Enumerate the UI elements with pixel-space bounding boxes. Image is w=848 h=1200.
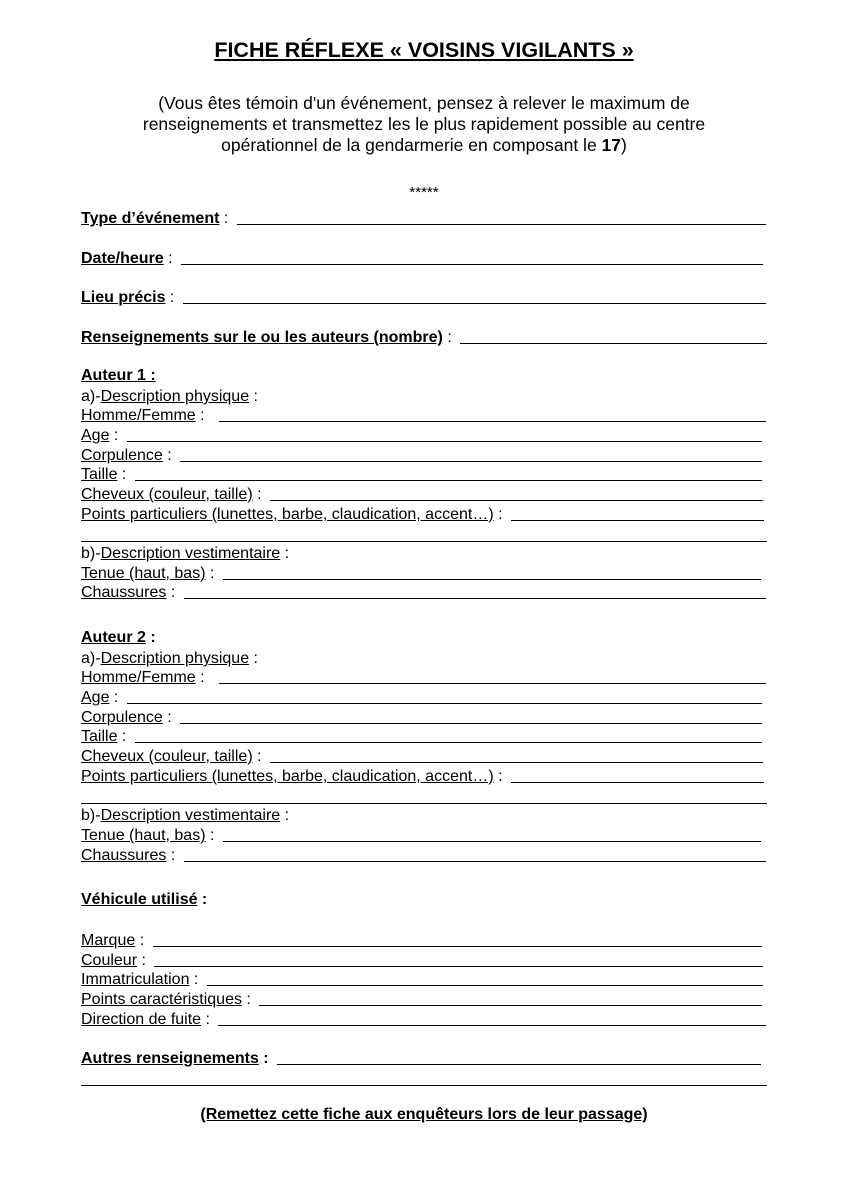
auteur-2-chaussures[interactable] bbox=[81, 845, 766, 865]
field-type-evenement[interactable] bbox=[81, 208, 766, 228]
blank-line[interactable] bbox=[277, 1064, 761, 1065]
colon: : bbox=[280, 545, 294, 562]
blank-line[interactable] bbox=[270, 500, 763, 501]
vehicule-couleur[interactable] bbox=[81, 950, 763, 970]
blank-line[interactable] bbox=[270, 762, 763, 763]
auteur-1-corpulence[interactable] bbox=[81, 445, 762, 465]
field-label: Chaussures bbox=[81, 584, 167, 601]
auteur-2-physique-title bbox=[81, 648, 766, 668]
colon: : bbox=[241, 991, 256, 1008]
auteur-2-vestimentaire-title bbox=[81, 805, 766, 825]
auteur-2-age[interactable] bbox=[81, 687, 762, 707]
blank-line[interactable] bbox=[511, 520, 764, 521]
field-label: Renseignements sur le ou les auteurs (nombre) bbox=[81, 329, 443, 346]
field-label: Tenue (haut, bas) bbox=[81, 827, 206, 844]
auteur-1-extra-line[interactable] bbox=[81, 541, 767, 542]
blank-line[interactable] bbox=[219, 421, 766, 422]
field-label: Couleur bbox=[81, 952, 138, 969]
stars-divider: ***** bbox=[409, 184, 439, 201]
field-label: Points particuliers (lunettes, barbe, claudication, accent…) bbox=[81, 506, 494, 523]
emergency-number: 17 bbox=[601, 135, 622, 155]
section-prefix: b)- bbox=[81, 807, 101, 824]
auteur-2-cheveux[interactable] bbox=[81, 746, 763, 766]
auteur-1-chaussures[interactable] bbox=[81, 582, 766, 602]
colon: : bbox=[493, 506, 507, 523]
intro-text: (Vous êtes témoin d'un événement, pensez à relever le maximum de renseignements et transmettez les le plus rapidement possible au centre opérationnel de la gendarmerie en composant le bbox=[142, 93, 706, 155]
field-autres-renseignements[interactable] bbox=[81, 1048, 761, 1068]
auteur-1-homme-femme[interactable] bbox=[81, 405, 766, 425]
field-label: Age bbox=[81, 427, 110, 444]
auteur-2-homme-femme[interactable] bbox=[81, 667, 766, 687]
field-label: Cheveux (couleur, taille) bbox=[81, 486, 253, 503]
section-label: Description vestimentaire bbox=[100, 545, 281, 562]
field-label: Homme/Femme bbox=[81, 669, 196, 686]
field-label: Homme/Femme bbox=[81, 407, 196, 424]
field-lieu-precis[interactable] bbox=[81, 287, 766, 307]
field-label: Lieu précis bbox=[81, 289, 166, 306]
blank-line[interactable] bbox=[259, 1005, 762, 1006]
field-label: Corpulence bbox=[81, 709, 163, 726]
footer-note: (Remettez cette fiche aux enquêteurs lors de leur passage) bbox=[200, 1106, 648, 1123]
blank-line[interactable] bbox=[127, 441, 762, 442]
colon: : bbox=[252, 748, 266, 765]
colon: : bbox=[166, 847, 180, 864]
auteur-2-corpulence[interactable] bbox=[81, 707, 762, 727]
section-prefix: a)- bbox=[81, 388, 101, 405]
colon: : bbox=[252, 486, 266, 503]
vehicule-heading bbox=[81, 891, 207, 909]
auteur-2-points-particuliers[interactable] bbox=[81, 766, 764, 786]
field-label: Direction de fuite bbox=[81, 1011, 202, 1028]
blank-line[interactable] bbox=[223, 841, 761, 842]
colon: : bbox=[117, 466, 131, 483]
colon: : bbox=[205, 565, 219, 582]
blank-line[interactable] bbox=[184, 861, 766, 862]
heading-text: Véhicule utilisé bbox=[81, 891, 198, 908]
blank-line[interactable] bbox=[223, 579, 761, 580]
colon: : bbox=[442, 329, 457, 346]
colon: : bbox=[109, 689, 123, 706]
field-label: Marque bbox=[81, 932, 136, 949]
colon: : bbox=[195, 669, 210, 686]
field-label: Age bbox=[81, 689, 110, 706]
section-prefix: b)- bbox=[81, 545, 101, 562]
heading-colon: : bbox=[197, 891, 208, 908]
colon: : bbox=[166, 584, 180, 601]
blank-line[interactable] bbox=[181, 264, 763, 265]
colon: : bbox=[195, 407, 210, 424]
auteur-1-vestimentaire-title bbox=[81, 543, 766, 563]
field-label: Cheveux (couleur, taille) bbox=[81, 748, 253, 765]
field-date-heure[interactable] bbox=[81, 248, 763, 268]
blank-line[interactable] bbox=[511, 782, 764, 783]
blank-line[interactable] bbox=[184, 598, 766, 599]
auteur-1-tenue[interactable] bbox=[81, 563, 761, 583]
auteur-1-age[interactable] bbox=[81, 425, 762, 445]
heading-text: Auteur 2 bbox=[81, 629, 146, 646]
field-label: Taille bbox=[81, 728, 118, 745]
colon: : bbox=[109, 427, 123, 444]
colon: : bbox=[137, 952, 151, 969]
blank-line[interactable] bbox=[154, 966, 763, 967]
colon: : bbox=[493, 768, 507, 785]
field-label: Type d’événement bbox=[81, 210, 220, 227]
colon: : bbox=[162, 709, 177, 726]
colon: : bbox=[249, 650, 263, 667]
auteur-2-extra-line[interactable] bbox=[81, 803, 767, 804]
colon: : bbox=[162, 447, 177, 464]
colon: : bbox=[201, 1011, 215, 1028]
blank-line[interactable] bbox=[219, 683, 766, 684]
heading-colon: : bbox=[150, 367, 156, 384]
colon: : bbox=[280, 807, 294, 824]
field-label: Corpulence bbox=[81, 447, 163, 464]
field-label: Taille bbox=[81, 466, 118, 483]
colon: : bbox=[249, 388, 263, 405]
vehicule-points-caracteristiques[interactable] bbox=[81, 989, 762, 1009]
section-label: Description physique bbox=[100, 650, 250, 667]
colon: : bbox=[117, 728, 131, 745]
vehicule-immatriculation[interactable] bbox=[81, 969, 763, 989]
vehicule-direction-fuite[interactable] bbox=[81, 1009, 766, 1029]
auteur-1-heading bbox=[81, 367, 156, 385]
intro-paragraph bbox=[100, 93, 748, 156]
form-title: FICHE RÉFLEXE « VOISINS VIGILANTS » bbox=[214, 38, 634, 62]
field-renseignements-auteurs[interactable] bbox=[81, 327, 767, 347]
colon: : bbox=[205, 827, 219, 844]
field-label: Tenue (haut, bas) bbox=[81, 565, 206, 582]
colon: : bbox=[219, 210, 233, 227]
field-label: Points caractéristiques bbox=[81, 991, 242, 1008]
field-label: Immatriculation bbox=[81, 971, 190, 988]
auteur-1-taille[interactable] bbox=[81, 464, 762, 484]
blank-line[interactable] bbox=[180, 723, 762, 724]
section-label: Description physique bbox=[100, 388, 250, 405]
heading-text: Auteur 1 bbox=[81, 367, 151, 384]
blank-line[interactable] bbox=[237, 224, 766, 225]
colon: : bbox=[135, 932, 149, 949]
section-prefix: a)- bbox=[81, 650, 101, 667]
field-label: Autres renseignements bbox=[81, 1050, 259, 1067]
blank-line[interactable] bbox=[135, 742, 762, 743]
blank-line[interactable] bbox=[460, 343, 767, 344]
colon: : bbox=[165, 289, 179, 306]
autres-extra-line[interactable] bbox=[81, 1085, 767, 1086]
field-label: Chaussures bbox=[81, 847, 167, 864]
colon: : bbox=[163, 250, 178, 267]
colon: : bbox=[189, 971, 203, 988]
auteur-1-cheveux[interactable] bbox=[81, 484, 763, 504]
heading-colon: : bbox=[145, 629, 156, 646]
auteur-1-points-particuliers[interactable] bbox=[81, 504, 764, 524]
auteur-2-taille[interactable] bbox=[81, 726, 762, 746]
vehicule-marque[interactable] bbox=[81, 930, 762, 950]
blank-line[interactable] bbox=[135, 480, 762, 481]
blank-line[interactable] bbox=[180, 461, 762, 462]
field-label: Date/heure bbox=[81, 250, 164, 267]
auteur-1-physique-title bbox=[81, 386, 766, 406]
section-label: Description vestimentaire bbox=[100, 807, 281, 824]
blank-line[interactable] bbox=[183, 303, 766, 304]
blank-line[interactable] bbox=[127, 703, 762, 704]
blank-line[interactable] bbox=[153, 946, 762, 947]
blank-line[interactable] bbox=[207, 985, 763, 986]
auteur-2-tenue[interactable] bbox=[81, 825, 761, 845]
field-label: Points particuliers (lunettes, barbe, claudication, accent…) bbox=[81, 768, 494, 785]
colon: : bbox=[258, 1050, 274, 1067]
intro-close: ) bbox=[621, 135, 627, 155]
auteur-2-heading bbox=[81, 629, 156, 647]
blank-line[interactable] bbox=[218, 1025, 766, 1026]
